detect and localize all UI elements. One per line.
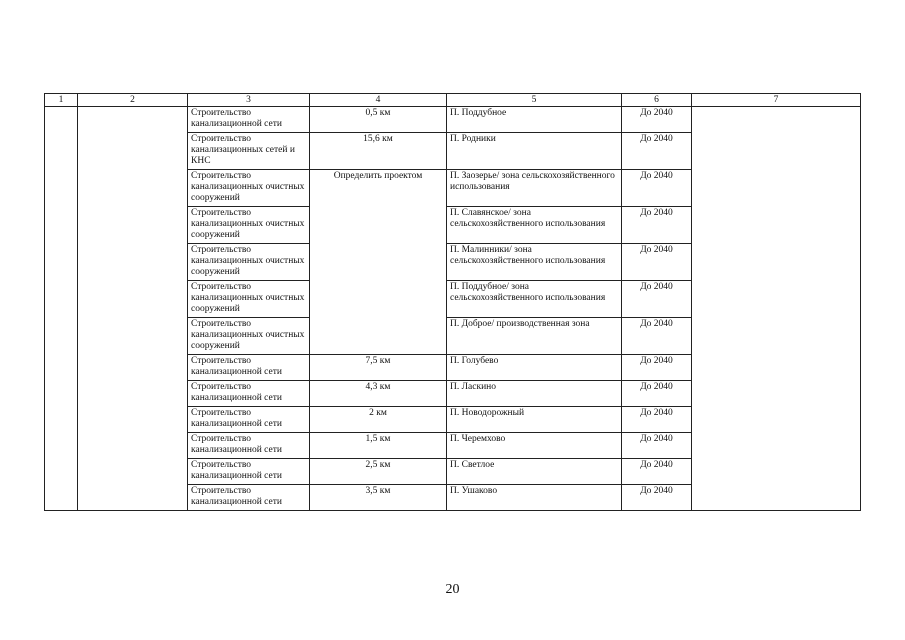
header-col-5: 5: [447, 94, 622, 107]
header-col-1: 1: [45, 94, 78, 107]
value-cell: 1,5 км: [310, 433, 447, 459]
col2-cell: [78, 107, 188, 511]
header-col-6: 6: [622, 94, 692, 107]
term-cell: До 2040: [622, 133, 692, 170]
header-col-4: 4: [310, 94, 447, 107]
term-cell: До 2040: [622, 207, 692, 244]
name-cell: Строительство канализационных очистных сооружений: [188, 207, 310, 244]
location-cell: П. Ласкино: [447, 381, 622, 407]
term-cell: До 2040: [622, 107, 692, 133]
name-cell: Строительство канализационной сети: [188, 459, 310, 485]
location-cell: П. Славянское/ зона сельскохозяйственного использования: [447, 207, 622, 244]
term-cell: До 2040: [622, 407, 692, 433]
header-col-7: 7: [692, 94, 861, 107]
name-cell: Строительство канализационной сети: [188, 433, 310, 459]
col7-cell: [692, 107, 861, 511]
page-number: 20: [445, 582, 460, 597]
term-cell: До 2040: [622, 318, 692, 355]
value-cell: 4,3 км: [310, 381, 447, 407]
location-cell: П. Новодорожный: [447, 407, 622, 433]
location-cell: П. Малинники/ зона сельскохозяйственного использования: [447, 244, 622, 281]
term-cell: До 2040: [622, 459, 692, 485]
name-cell: Строительство канализационной сети: [188, 381, 310, 407]
name-cell: Строительство канализационной сети: [188, 107, 310, 133]
name-cell: Строительство канализационных очистных сооружений: [188, 281, 310, 318]
value-cell: Определить проектом: [310, 170, 447, 355]
location-cell: П. Светлое: [447, 459, 622, 485]
infrastructure-table: [44, 93, 861, 511]
location-cell: П. Ушаково: [447, 485, 622, 511]
header-col-2: 2: [78, 94, 188, 107]
term-cell: До 2040: [622, 244, 692, 281]
term-cell: До 2040: [622, 355, 692, 381]
name-cell: Строительство канализационных очистных сооружений: [188, 244, 310, 281]
location-cell: П. Родники: [447, 133, 622, 170]
header-row: [45, 94, 861, 107]
location-cell: П. Поддубное/ зона сельскохозяйственного использования: [447, 281, 622, 318]
location-cell: П. Голубево: [447, 355, 622, 381]
value-cell: 2 км: [310, 407, 447, 433]
term-cell: До 2040: [622, 281, 692, 318]
name-cell: Строительство канализационных очистных сооружений: [188, 318, 310, 355]
value-cell: 0,5 км: [310, 107, 447, 133]
term-cell: До 2040: [622, 485, 692, 511]
name-cell: Строительство канализационной сети: [188, 407, 310, 433]
term-cell: До 2040: [622, 381, 692, 407]
value-cell: 2,5 км: [310, 459, 447, 485]
name-cell: Строительство канализационной сети: [188, 485, 310, 511]
name-cell: Строительство канализационных очистных сооружений: [188, 170, 310, 207]
value-cell: 3,5 км: [310, 485, 447, 511]
header-col-3: 3: [188, 94, 310, 107]
name-cell: Строительство канализационной сети: [188, 355, 310, 381]
table-row: [45, 107, 861, 133]
value-cell: 15,6 км: [310, 133, 447, 170]
location-cell: П. Поддубное: [447, 107, 622, 133]
term-cell: До 2040: [622, 170, 692, 207]
location-cell: П. Черемхово: [447, 433, 622, 459]
col1-cell: [45, 107, 78, 511]
location-cell: П. Заозерье/ зона сельскохозяйственного использования: [447, 170, 622, 207]
value-cell: 7,5 км: [310, 355, 447, 381]
location-cell: П. Доброе/ производственная зона: [447, 318, 622, 355]
term-cell: До 2040: [622, 433, 692, 459]
name-cell: Строительство канализационных сетей и КНС: [188, 133, 310, 170]
